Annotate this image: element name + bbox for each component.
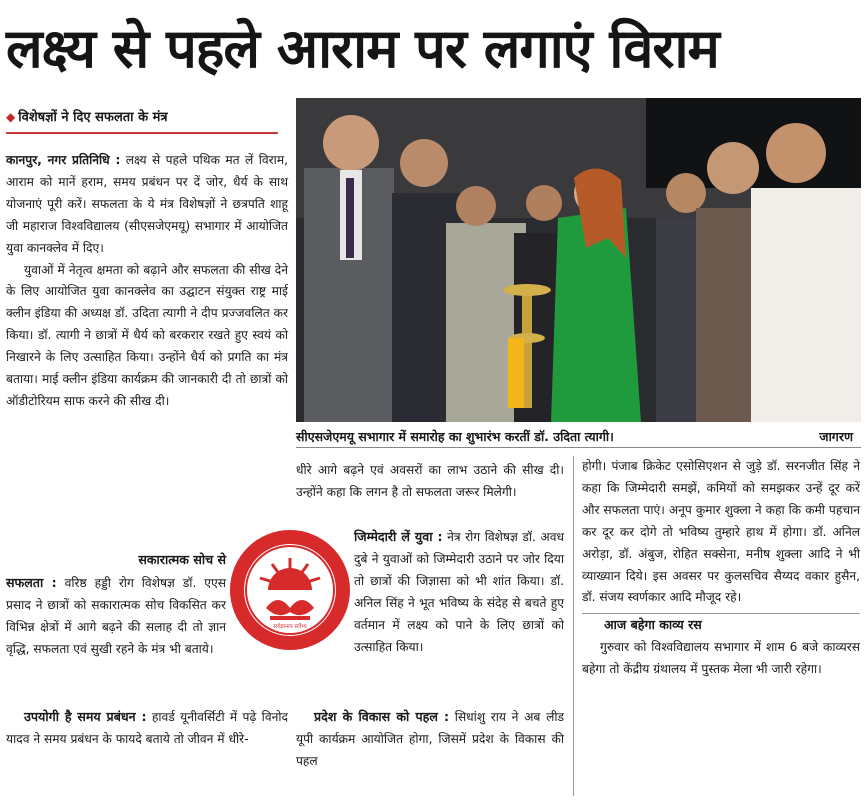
col2-para-2: नेत्र रोग विशेषज्ञ डॉ. अवध दुबे ने युवाओं को जिम्मेदारी उठाने पर जोर दिया तो छात्रों की जिज्ञासा को भी शांत किया। डॉ. अनिल सिंह ने भूत भविष्य के संदेह से बचते हुए वर्तमान में लक्ष्य को पाने के लिए छात्रों को उत्साहित किया। — [354, 530, 565, 654]
column-3 — [582, 456, 860, 796]
col1-para-1 — [6, 150, 288, 260]
caption-text: सीएसजेएमयू सभागार में समारोह का शुभारंभ करतीं डॉ. उदिता त्यागी। — [296, 429, 614, 444]
col1-para-3: वरिष्ठ हड्डी रोग विशेषज्ञ डॉ. एएस प्रसाद ने छात्रों को सकारात्मक सोच विकसित कर विभिन्न क्षेत्रों में आगे बढ़ने की सलाह दी तो ज्ञान वृद्धि, सफलता एवं सुखी रहने के मंत्र भी बताये। — [6, 575, 226, 656]
col3-para-1: होगी। पंजाब क्रिकेट एसोसिएशन से जुड़े डॉ. सरनजीत सिंह ने कहा कि जिम्मेदारी समझें, कमियों को समझकर उन्हें दूर करें और सफलता पाएं। अनूप कुमार शुक्ला ने कहा कि कमी पहचान कर दूर कर दोगे तो भविष्य तुम्हारे हाथ में होगा। डॉ. अनिल अरोड़ा, डॉ. अंबुज, रोहित सक्सेना, मनीष शुक्ला आदि ने भी व्याख्यान दिये। इस अवसर पर कुलसचिव सैय्यद वकार हुसैन, डॉ. संजय स्वर्णकार आदि मौजूद रहे। — [582, 459, 860, 605]
col2-para-1: धीरे आगे बढ़ने एवं अवसरों का लाभ उठाने की सीख दी। उन्होंने कहा कि लगन है तो सफलता जरूर मिलेगी। — [296, 463, 564, 499]
column-1-bottom — [6, 706, 288, 796]
subheading-poetry: आज बहेगा काव्य रस — [604, 617, 702, 633]
headline: लक्ष्य से पहले आराम पर लगाएं विराम — [6, 17, 719, 80]
event-photo — [296, 98, 861, 422]
photo-illustration — [296, 98, 861, 422]
col2-para-3-text: सिधांशु राय ने अब लीड यूपी कार्यक्रम आयोजित होगा, जिसमें प्रदेश के विकास की पहल — [296, 710, 565, 768]
column-2-bottom — [296, 706, 564, 796]
col2-para-3 — [296, 706, 564, 773]
seal-motto: सर्वज्ञानाय सर्वेभ्य — [273, 624, 307, 630]
subheading-positive-thinking-a: सकारात्मक सोच से — [138, 552, 226, 567]
subheadline-text: विशेषज्ञों ने दिए सफलता के मंत्र — [18, 110, 168, 125]
photo-caption — [296, 426, 861, 448]
subheading-positive-thinking-b: सफलता : — [6, 574, 57, 590]
subheading-time-management: उपयोगी है समय प्रबंधन : — [24, 709, 147, 724]
column-divider — [573, 456, 574, 796]
col1-para-4 — [6, 706, 288, 751]
col2-wrap-section — [296, 526, 564, 696]
col1-para-4-text: हावर्ड यूनीवर्सिटी में पढ़े विनोद यादव ने समय प्रबंधन के फायदे बताये तो जीवन में धीरे- — [6, 710, 289, 746]
col1-para-1-text: लक्ष्य से पहले पथिक मत लें विराम, आराम को मानें हराम, समय प्रबंधन पर दें जोर, धैर्य के साथ योजनाएं पूरी करें। सफलता के ये मंत्र विशेषज्ञों ने छत्रपति शाहू जी महाराज विश्वविद्यालय (सीएसजेएमयू) सभागार में आयोजित युवा कानक्लेव में दिए। — [6, 153, 288, 255]
col1-para-2: युवाओं में नेतृत्व क्षमता को बढ़ाने और सफलता की सीख देने के लिए आयोजित युवा कानक्लेव का उद्घाटन संयुक्त राष्ट्र माई क्लीन इंडिया की अध्यक्ष डॉ. उदिता त्यागी ने दीप प्रज्जवलित कर किया। डॉ. त्यागी ने छात्रों में धैर्य को बरकरार रखते हुए स्वयं को निखारने के लिए उत्साहित किया। उन्होंने धैर्य को प्रगति का मंत्र बताया। माई क्लीन इंडिया कार्यक्रम की जानकारी दी तो छात्रों को ऑडीटोरियम साफ करने की सीख दी। — [6, 262, 288, 408]
photo-credit: जागरण — [819, 429, 853, 444]
subheading-state-development: प्रदेश के विकास को पहल : — [314, 709, 450, 724]
col3-para-2: गुरुवार को विश्वविद्यालय सभागार में शाम 6 बजे काव्यरस बहेगा तो केंद्रीय ग्रंथालय में पुस्तक मेला भी जारी रहेगा। — [582, 640, 860, 677]
col1-wrap-section — [6, 549, 226, 699]
subheading-responsibility: जिम्मेदारी लें युवा : — [354, 529, 443, 544]
diamond-bullet-icon: ◆ — [6, 110, 16, 124]
subheadline — [6, 104, 278, 134]
dateline: कानपुर, नगर प्रतिनिधि : — [6, 153, 121, 167]
